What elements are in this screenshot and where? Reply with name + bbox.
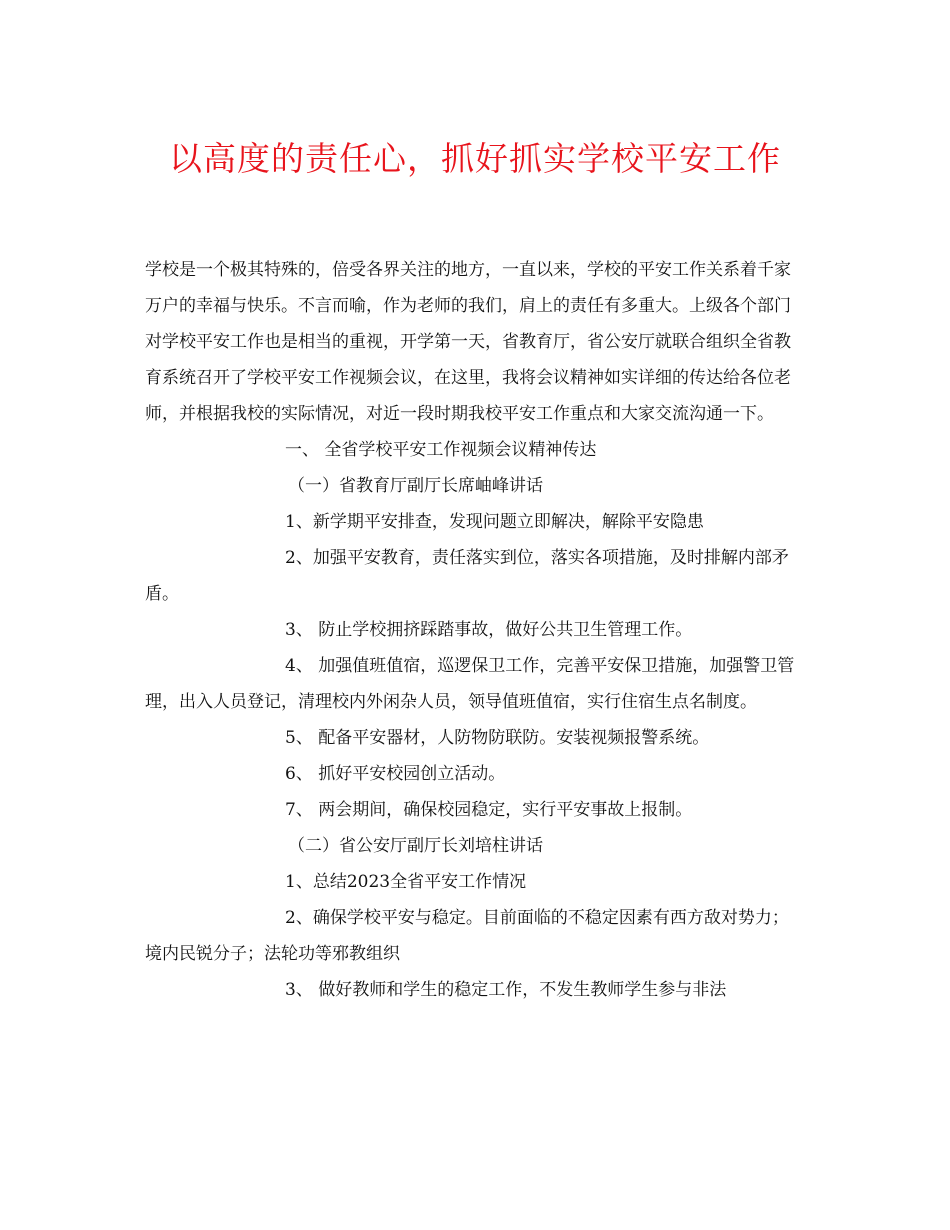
list-item: 7、 两会期间，确保校园稳定，实行平安事故上报制。 (285, 800, 693, 820)
list-item: 3、 做好教师和学生的稳定工作，不发生教师学生参与非法 (285, 980, 727, 1000)
subsection-heading-1: （一）省教育厅副厅长席岫峰讲话 (288, 476, 543, 496)
subsection-heading-2: （二）省公安厅副厅长刘培柱讲话 (288, 836, 543, 856)
document-body (145, 252, 805, 1008)
list-item: 6、 抓好平安校园创立活动。 (285, 764, 506, 784)
list-item: 1、新学期平安排查，发现问题立即解决，解除平安隐患 (285, 512, 704, 532)
list-item: 2、加强平安教育，责任落实到位，落实各项措施，及时排解内部矛盾。 (145, 548, 789, 604)
list-item: 4、 加强值班值宿，巡逻保卫工作，完善平安保卫措施，加强警卫管理，出入人员登记，清理校内外闲杂人员，领导值班值宿，实行住宿生点名制度。 (145, 656, 795, 712)
list-item: 2、确保学校平安与稳定。目前面临的不稳定因素有西方敌对势力；境内民锐分子；法轮功等邪教组织 (145, 908, 789, 964)
section-heading-1: 一、 全省学校平安工作视频会议精神传达 (285, 440, 597, 460)
list-item: 3、 防止学校拥挤踩踏事故，做好公共卫生管理工作。 (285, 620, 693, 640)
list-item: 5、 配备平安器材，人防物防联防。安装视频报警系统。 (285, 728, 710, 748)
intro-paragraph: 学校是一个极其特殊的，倍受各界关注的地方，一直以来，学校的平安工作关系着千家万户的幸福与快乐。不言而喻，作为老师的我们，肩上的责任有多重大。上级各个部门对学校平安工作也是相当的重视，开学第一天，省教育厅，省公安厅就联合组织全省教育系统召开了学校平安工作视频会议，在这里，我将会议精神如实详细的传达给各位老师，并根据我校的实际情况，对近一段时期我校平安工作重点和大家交流沟通一下。 (145, 260, 791, 424)
document-title: 以高度的责任心，抓好抓实学校平安工作 (169, 139, 781, 178)
list-item: 1、总结2023全省平安工作情况 (285, 872, 527, 892)
